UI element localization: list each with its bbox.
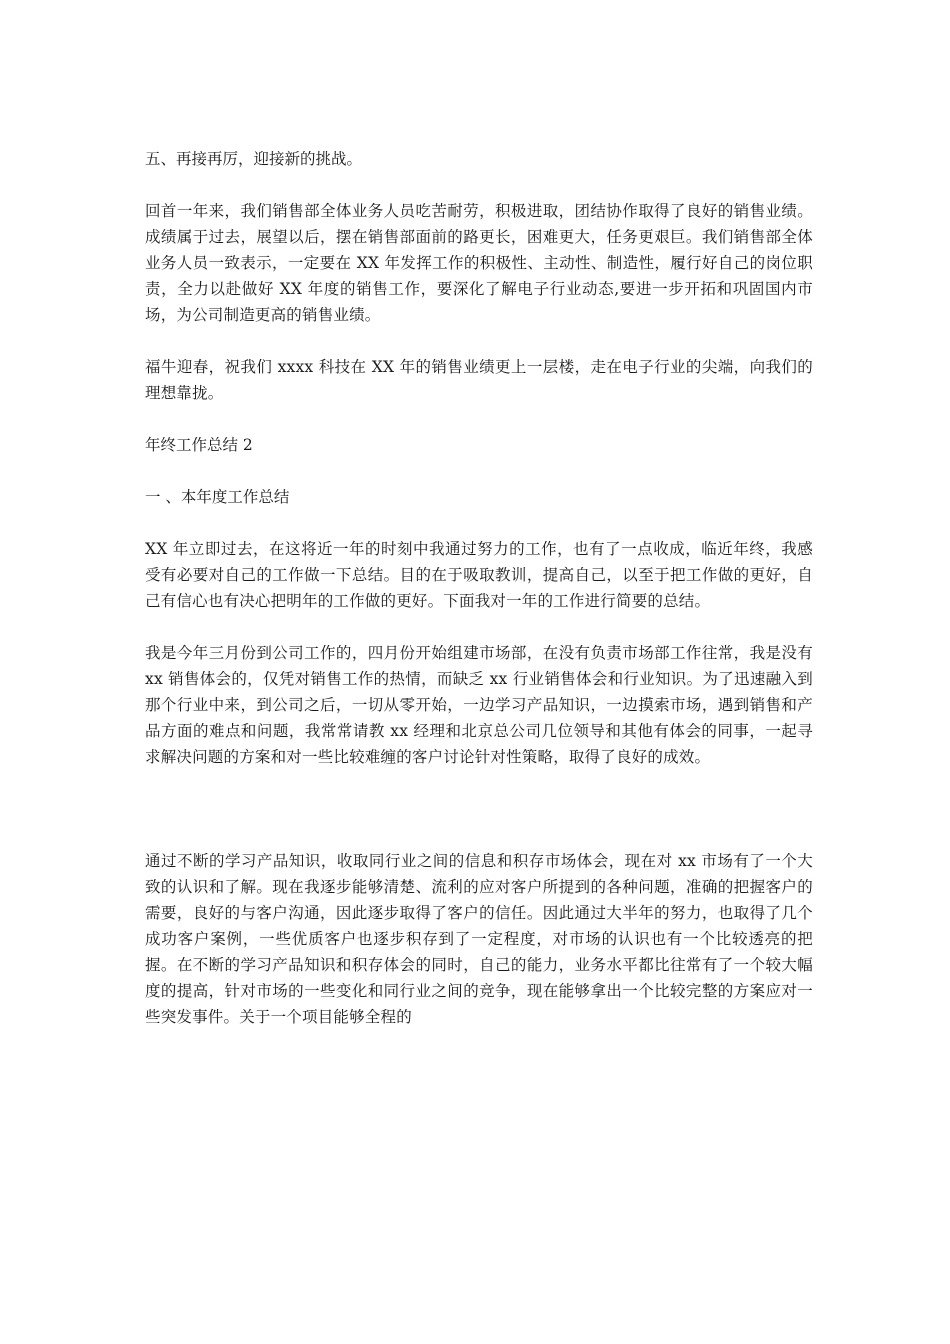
section-heading-five: 五、再接再厉，迎接新的挑战。 (145, 150, 363, 168)
paragraph-year-summary: XX 年立即过去，在这将近一年的时刻中我通过努力的工作，也有了一点收成，临近年终，我感受有必要对自己的工作做一下总结。目的在于吸取教训，提高自己，以至于把工作做的更好，自己有信心也有决心把明年的工作做的更好。下面我对一年的工作进行简要的总结。 (145, 540, 813, 610)
section-heading-one: 一 、本年度工作总结 (145, 488, 290, 506)
paragraph-learning: 通过不断的学习产品知识，收取同行业之间的信息和积存市场体会，现在对 xx 市场有了一个大致的认识和了解。现在我逐步能够清楚、流利的应对客户所提到的各种问题，准确的把握客户的需要，良好的与客户沟通，因此逐步取得了客户的信任。因此通过大半年的努力，也取得了几个成功客户案例，一些优质客户也逐步积存到了一定程度，对市场的认识也有一个比较透亮的把握。在不断的学习产品知识和积存体会的同时，自己的能力，业务水平都比往常有了一个较大幅度的提高，针对市场的一些变化和同行业之间的竞争，现在能够拿出一个比较完整的方案应对一些突发事件。关于一个项目能够全程的 (145, 852, 813, 1026)
paragraph-review: 回首一年来，我们销售部全体业务人员吃苦耐劳，积极进取，团结协作取得了良好的销售业绩。成绩属于过去，展望以后，摆在销售部面前的路更长，困难更大，任务更艰巨。我们销售部全体业务人员一致表示，一定要在 XX 年发挥工作的积极性、主动性、制造性，履行好自己的岗位职责，全力以赴做好 XX 年度的销售工作，要深化了解电子行业动态,要进一步开拓和巩固国内市场，为公司制造更高的销售业绩。 (145, 202, 813, 324)
paragraph-blessing: 福牛迎春，祝我们 xxxx 科技在 XX 年的销售业绩更上一层楼，走在电子行业的尖端，向我们的理想靠拢。 (145, 358, 813, 402)
document-title-2: 年终工作总结 2 (145, 436, 253, 454)
document-page (145, 146, 813, 1030)
paragraph-joined-company: 我是今年三月份到公司工作的，四月份开始组建市场部，在没有负责市场部工作往常，我是没有 xx 销售体会的，仅凭对销售工作的热情，而缺乏 xx 行业销售体会和行业知识。为了迅速融入到那个行业中来，到公司之后，一切从零开始，一边学习产品知识，一边摸索市场，遇到销售和产品方面的难点和问题，我常常请教 xx 经理和北京总公司几位领导和其他有体会的同事，一起寻求解决问题的方案和对一些比较难缠的客户讨论针对性策略，取得了良好的成效。 (145, 644, 813, 766)
